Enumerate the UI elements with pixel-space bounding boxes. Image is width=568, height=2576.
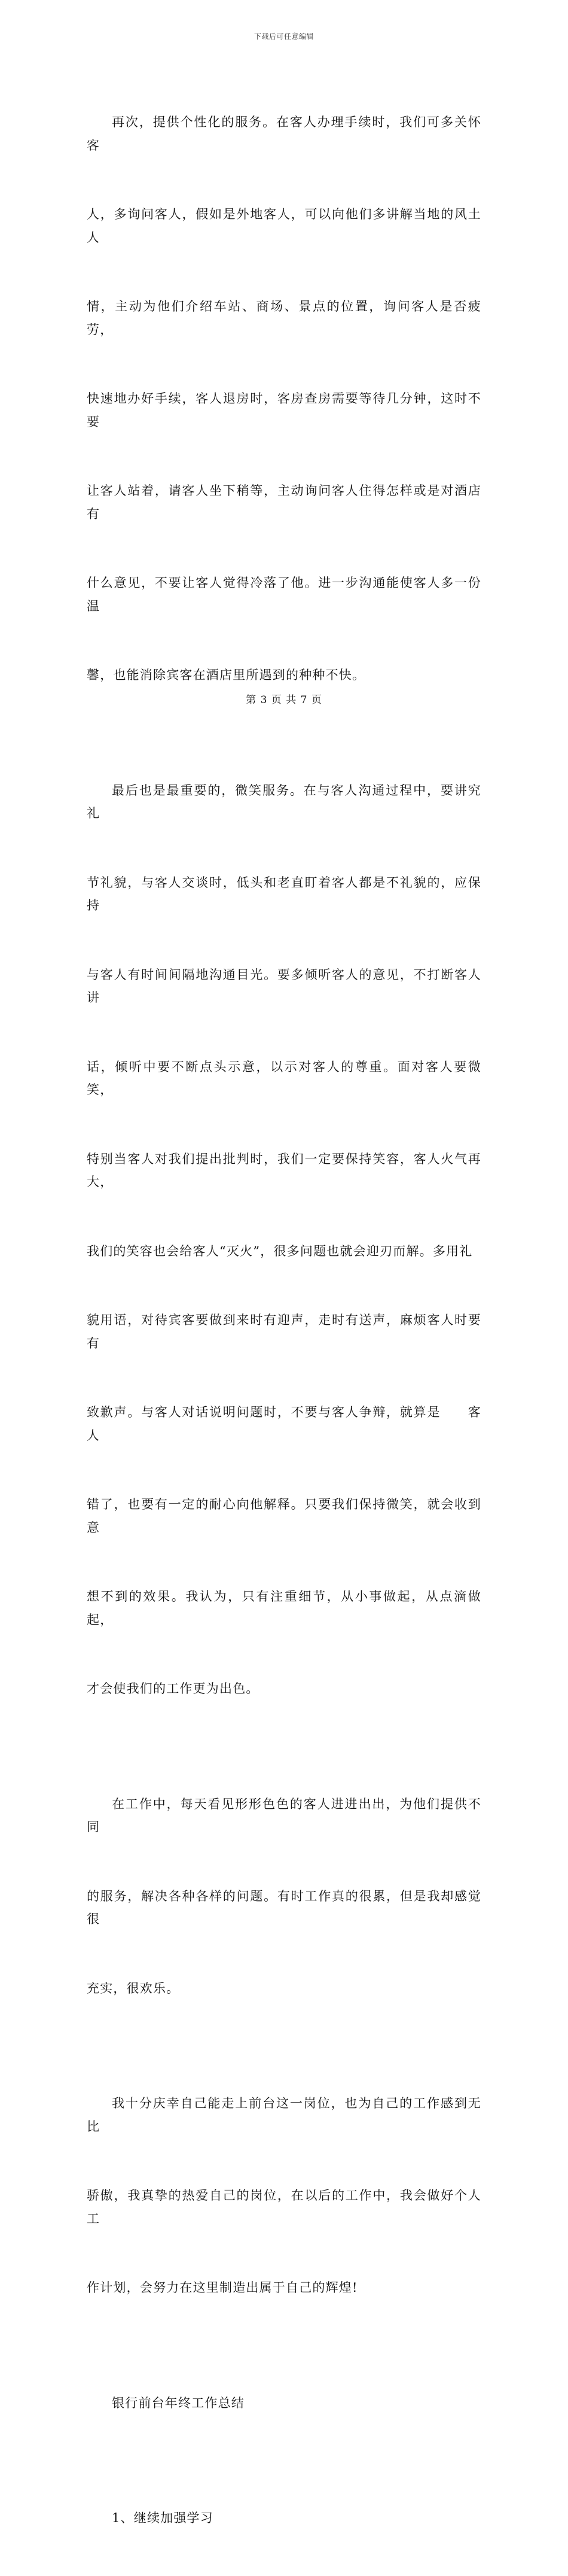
text-line: 才会使我们的工作更为出色。: [87, 1681, 259, 1696]
text-line: 话，倾听中要不断点头示意，以示对客人的尊重。面对客人要微笑，: [87, 1059, 481, 1097]
text-line: 与客人有时间间隔地沟通目光。要多倾听客人的意见，不打断客人讲: [87, 967, 481, 1005]
text-line: 1、继续加强学习: [112, 2511, 213, 2525]
text-line: 作计划，会努力在这里制造出属于自己的辉煌!: [87, 2280, 358, 2295]
text-line: 馨，也能消除宾客在酒店里所遇到的种种不快。: [87, 668, 366, 682]
numbered-item: [87, 2461, 481, 2576]
document-body: [87, 65, 481, 2576]
text-line: 我十分庆幸自己能走上前台这一岗位，也为自己的工作感到无比: [87, 2096, 481, 2134]
text-line: 致歉声。与客人对话说明问题时，不要与客人争辩，就算是 客人: [87, 1405, 481, 1443]
text-line: 银行前台年终工作总结: [112, 2395, 245, 2410]
text-line: 的服务，解决各种各样的问题。有时工作真的很累，但是我却感觉很: [87, 1888, 481, 1926]
section-title: [87, 2346, 481, 2461]
text-line: 再次，提供个性化的服务。在客人办理手续时，我们可多关怀客: [87, 115, 481, 153]
text-line: 情，主动为他们介绍车站、商场、景点的位置，询问客人是否疲劳，: [87, 299, 481, 337]
text-line: 人，多询问客人，假如是外地客人，可以向他们多讲解当地的风土人: [87, 207, 481, 245]
paragraph-daily-work: [87, 1747, 481, 2046]
text-line: 特别当客人对我们提出批判时，我们一定要保持笑容，客人火气再大，: [87, 1151, 481, 1189]
text-line: 我们的笑容也会给客人“灭火”，很多问题也就会迎刃而解。多用礼: [87, 1243, 473, 1258]
text-line: 让客人站着，请客人坐下稍等，主动询问客人住得怎样或是对酒店有: [87, 483, 481, 521]
text-line: 在工作中，每天看见形形色色的客人进进出出，为他们提供不同: [87, 1796, 481, 1834]
text-line: 节礼貌，与客人交谈时，低头和老直盯着客人都是不礼貌的，应保持: [87, 875, 481, 913]
paragraph-smile-service: [87, 733, 481, 1747]
text-line: 想不到的效果。我认为，只有注重细节，从小事做起，从点滴做起，: [87, 1589, 481, 1627]
text-line: 充实，很欢乐。: [87, 1981, 180, 1996]
text-line: 骄傲，我真挚的热爱自己的岗位，在以后的工作中，我会做好个人工: [87, 2188, 481, 2226]
text-line: 貌用语，对待宾客要做到来时有迎声，走时有送声，麻烦客人时要有: [87, 1313, 481, 1351]
text-line: 什么意见，不要让客人觉得冷落了他。进一步沟通能使客人多一份温: [87, 576, 481, 613]
text-line: 快速地办好手续，客人退房时，客房查房需要等待几分钟，这时不要: [87, 391, 481, 429]
page-number: 第 3 页 共 7 页: [246, 694, 322, 706]
text-line: 错了，也要有一定的耐心向他解释。只要我们保持微笑，就会收到意: [87, 1497, 481, 1535]
text-line: 最后也是最重要的，微笑服务。在与客人沟通过程中，要讲究礼: [87, 783, 481, 820]
paragraph-conclusion: [87, 2046, 481, 2346]
paragraph-personalized-service: [87, 65, 481, 733]
page-header: 下载后可任意编辑: [254, 32, 314, 41]
